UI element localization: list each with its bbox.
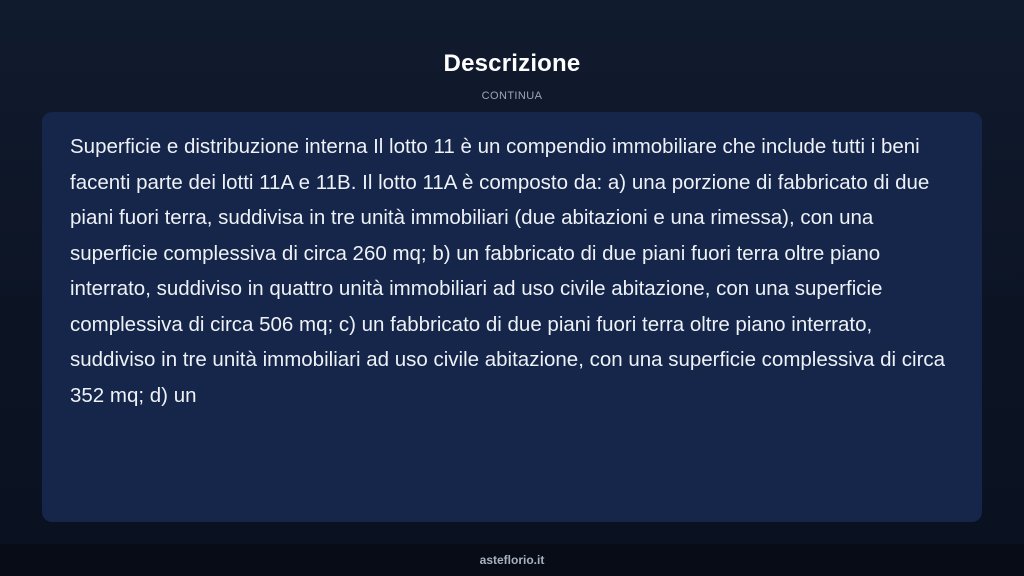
page-subtitle: CONTINUA (481, 90, 543, 102)
footer-site-name: asteflorio.it (479, 553, 545, 567)
page-title: Descrizione (443, 50, 581, 77)
footer (0, 544, 1024, 576)
description-text: Superficie e distribuzione interna Il lotto 11 è un compendio immobiliare che include tutti i beni facenti parte dei lotti 11A e 11B. Il lotto 11A è composto da: a) una porzione di fabbricato di due piani fuori terra, suddivisa in tre unità immobiliari (due abitazioni e una rimessa), con una superficie complessiva di circa 260 mq; b) un fabbricato di due piani fuori terra oltre piano interrato, suddiviso in quattro unità immobiliari ad uso civile abitazione, con una superficie complessiva di circa 506 mq; c) un fabbricato di due piani fuori terra oltre piano interrato, suddiviso in tre unità immobiliari ad uso civile abitazione, con una superficie complessiva di circa 352 mq; d) un (70, 135, 946, 407)
header (0, 0, 1024, 112)
description-card (42, 112, 982, 522)
